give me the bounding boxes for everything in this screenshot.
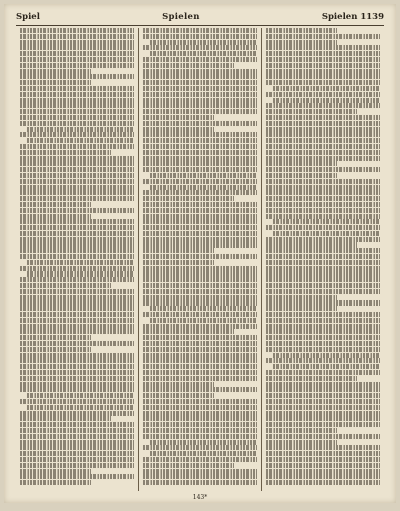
text-line xyxy=(143,260,214,265)
text-columns xyxy=(16,28,384,491)
text-line xyxy=(266,434,380,439)
text-line xyxy=(266,156,380,161)
text-line xyxy=(266,51,380,56)
text-line xyxy=(20,469,91,474)
text-line xyxy=(266,63,380,68)
text-line xyxy=(20,428,134,433)
signature-mark: 143* xyxy=(192,494,208,501)
text-line xyxy=(20,161,134,166)
text-line xyxy=(266,190,380,195)
text-line xyxy=(266,329,380,334)
text-line xyxy=(266,260,380,265)
text-line xyxy=(20,399,134,404)
text-line xyxy=(20,80,91,85)
text-line xyxy=(143,445,257,450)
text-line xyxy=(266,132,380,137)
text-line xyxy=(20,156,134,161)
text-line xyxy=(20,324,134,329)
text-line xyxy=(20,289,134,294)
text-line xyxy=(27,138,134,143)
text-line xyxy=(143,416,257,421)
text-line xyxy=(143,138,257,143)
text-line xyxy=(20,318,134,323)
text-line xyxy=(20,266,134,271)
text-line xyxy=(266,254,380,259)
text-line xyxy=(143,74,257,79)
text-line xyxy=(143,266,257,271)
text-line xyxy=(143,69,257,74)
text-line xyxy=(143,370,257,375)
text-line xyxy=(143,341,257,346)
text-line xyxy=(20,242,134,247)
text-line xyxy=(143,92,257,97)
text-line xyxy=(143,382,214,387)
text-line xyxy=(20,440,134,445)
text-line xyxy=(20,63,134,68)
text-line xyxy=(143,295,257,300)
text-line xyxy=(266,370,380,375)
text-line xyxy=(20,248,134,253)
text-line xyxy=(20,34,134,39)
text-line xyxy=(20,457,134,462)
text-line xyxy=(266,289,380,294)
text-line xyxy=(266,202,380,207)
text-line xyxy=(143,480,257,485)
text-line xyxy=(27,405,134,410)
text-line xyxy=(20,45,134,50)
text-line xyxy=(143,98,257,103)
text-line xyxy=(20,254,134,259)
text-line xyxy=(273,364,380,369)
text-line xyxy=(266,283,380,288)
text-line xyxy=(150,440,257,445)
text-line xyxy=(266,150,380,155)
text-line xyxy=(20,57,134,62)
text-line xyxy=(143,150,257,155)
text-line xyxy=(266,463,380,468)
text-line xyxy=(266,306,337,311)
text-line xyxy=(266,440,337,445)
column-middle xyxy=(138,28,261,491)
text-line xyxy=(143,225,257,230)
text-line xyxy=(20,144,134,149)
text-line xyxy=(266,445,380,450)
text-line xyxy=(20,335,91,340)
text-line xyxy=(266,214,380,219)
text-line xyxy=(150,318,257,323)
text-line xyxy=(266,242,357,247)
text-line xyxy=(150,51,257,56)
text-line xyxy=(20,115,134,120)
text-line xyxy=(20,411,134,416)
text-line xyxy=(20,312,134,317)
text-line xyxy=(143,80,257,85)
text-line xyxy=(20,463,134,468)
text-line xyxy=(143,300,257,305)
text-line xyxy=(143,161,257,166)
text-line xyxy=(266,45,380,50)
text-line xyxy=(20,28,134,33)
text-line xyxy=(266,271,380,276)
text-line xyxy=(20,98,134,103)
text-line xyxy=(143,219,257,224)
text-line xyxy=(266,248,380,253)
text-line xyxy=(150,306,257,311)
text-line xyxy=(143,347,257,352)
text-line xyxy=(20,196,134,201)
text-line xyxy=(266,69,380,74)
text-line xyxy=(266,185,380,190)
text-line xyxy=(20,306,134,311)
text-line xyxy=(143,474,257,479)
text-line xyxy=(143,132,257,137)
text-line xyxy=(273,353,380,358)
text-line xyxy=(273,219,380,224)
text-line xyxy=(143,28,257,33)
text-line xyxy=(143,312,257,317)
text-line xyxy=(27,127,134,132)
header-rule xyxy=(16,25,384,26)
text-line xyxy=(143,405,257,410)
text-line xyxy=(150,451,257,456)
text-line xyxy=(266,312,380,317)
text-line xyxy=(266,474,380,479)
text-line xyxy=(266,57,380,62)
text-line xyxy=(266,109,357,114)
text-line xyxy=(143,127,214,132)
text-line xyxy=(143,57,257,62)
text-line xyxy=(266,405,380,410)
text-line xyxy=(266,393,380,398)
text-line xyxy=(266,416,380,421)
text-line xyxy=(266,173,337,178)
text-line xyxy=(150,40,257,45)
text-line xyxy=(266,382,380,387)
text-line xyxy=(20,103,134,108)
text-line xyxy=(143,45,257,50)
text-line xyxy=(266,300,380,305)
text-line xyxy=(266,341,380,346)
text-line xyxy=(20,214,91,219)
text-line xyxy=(143,457,257,462)
text-line xyxy=(143,208,257,213)
text-line xyxy=(143,329,234,334)
text-line xyxy=(20,86,134,91)
text-line xyxy=(266,103,380,108)
text-line xyxy=(143,231,257,236)
text-line xyxy=(266,428,337,433)
text-line xyxy=(143,254,257,259)
text-line xyxy=(266,358,380,363)
text-line xyxy=(20,358,134,363)
text-line xyxy=(20,219,134,224)
text-line xyxy=(143,248,214,253)
text-line xyxy=(20,474,134,479)
text-line xyxy=(266,127,380,132)
text-line xyxy=(20,445,134,450)
text-line xyxy=(20,185,134,190)
text-line xyxy=(266,34,380,39)
text-line xyxy=(20,370,134,375)
text-line xyxy=(143,237,257,242)
text-line xyxy=(143,358,257,363)
text-line xyxy=(27,393,134,398)
text-line xyxy=(266,179,380,184)
text-line xyxy=(20,225,134,230)
text-line xyxy=(143,196,234,201)
text-line xyxy=(20,451,134,456)
text-line xyxy=(266,225,380,230)
text-line xyxy=(20,121,134,126)
text-line xyxy=(266,457,380,462)
text-line xyxy=(273,231,380,236)
text-line xyxy=(143,387,257,392)
text-line xyxy=(266,115,380,120)
text-line xyxy=(20,376,134,381)
text-line xyxy=(143,463,234,468)
text-line xyxy=(20,231,134,236)
text-line xyxy=(266,335,380,340)
text-line xyxy=(27,260,134,265)
text-line xyxy=(143,103,257,108)
text-line xyxy=(266,40,337,45)
text-line xyxy=(273,86,380,91)
text-line xyxy=(266,144,380,149)
text-line xyxy=(143,376,257,381)
text-line xyxy=(20,179,134,184)
text-line xyxy=(143,277,257,282)
text-line xyxy=(266,196,380,201)
text-line xyxy=(143,353,257,358)
text-line xyxy=(143,469,257,474)
text-line xyxy=(266,469,380,474)
text-line xyxy=(266,376,357,381)
text-line xyxy=(143,283,257,288)
text-line xyxy=(266,92,380,97)
header-left: Spiel xyxy=(16,12,40,22)
text-line xyxy=(143,393,214,398)
header-right: Spielen 1139 xyxy=(321,12,384,22)
text-line xyxy=(150,185,257,190)
text-line xyxy=(20,283,111,288)
text-line xyxy=(266,161,337,166)
text-line xyxy=(266,266,380,271)
text-line xyxy=(266,480,380,485)
text-line xyxy=(266,295,337,300)
text-line xyxy=(20,40,134,45)
text-line xyxy=(20,341,134,346)
text-line xyxy=(143,190,257,195)
text-line xyxy=(143,364,257,369)
text-line xyxy=(143,86,257,91)
text-line xyxy=(20,295,134,300)
text-line xyxy=(143,202,257,207)
text-line xyxy=(20,480,91,485)
text-line xyxy=(143,109,257,114)
text-line xyxy=(273,98,380,103)
page-header xyxy=(16,9,384,25)
text-line xyxy=(20,416,111,421)
text-line xyxy=(143,63,234,68)
text-line xyxy=(266,74,380,79)
text-line xyxy=(20,277,134,282)
text-line xyxy=(20,74,134,79)
text-line xyxy=(266,324,380,329)
text-line xyxy=(20,202,91,207)
text-line xyxy=(20,353,134,358)
text-line xyxy=(266,80,380,85)
text-line xyxy=(20,300,134,305)
text-line xyxy=(143,167,257,172)
text-line xyxy=(20,190,134,195)
text-line xyxy=(143,324,257,329)
text-line xyxy=(20,329,134,334)
text-line xyxy=(20,208,134,213)
text-line xyxy=(143,428,257,433)
text-line xyxy=(143,271,257,276)
text-line xyxy=(266,387,380,392)
header-center: Spielen xyxy=(162,12,200,22)
text-line xyxy=(266,411,380,416)
text-line xyxy=(266,28,337,33)
text-line xyxy=(143,214,257,219)
text-line xyxy=(143,422,257,427)
text-line xyxy=(266,451,380,456)
text-line xyxy=(20,132,134,137)
text-line xyxy=(266,138,380,143)
text-line xyxy=(266,208,380,213)
text-line xyxy=(143,179,257,184)
text-line xyxy=(266,318,380,323)
text-line xyxy=(143,289,257,294)
text-line xyxy=(27,271,134,276)
text-line xyxy=(20,387,134,392)
text-line xyxy=(20,167,134,172)
text-line xyxy=(266,347,380,352)
text-line xyxy=(266,277,380,282)
text-line xyxy=(266,121,380,126)
column-left xyxy=(16,28,138,491)
text-line xyxy=(143,411,257,416)
text-line xyxy=(20,109,134,114)
text-line xyxy=(20,92,134,97)
dictionary-page xyxy=(4,4,396,503)
text-line xyxy=(20,347,91,352)
text-line xyxy=(143,335,257,340)
text-line xyxy=(143,156,257,161)
text-line xyxy=(143,399,257,404)
text-line xyxy=(20,69,91,74)
column-right xyxy=(261,28,384,491)
text-line xyxy=(150,173,257,178)
text-line xyxy=(20,51,134,56)
text-line xyxy=(143,121,257,126)
text-line xyxy=(266,237,380,242)
text-line xyxy=(20,173,134,178)
text-line xyxy=(143,434,257,439)
text-line xyxy=(143,242,257,247)
text-line xyxy=(20,237,134,242)
text-line xyxy=(143,34,257,39)
text-line xyxy=(143,115,214,120)
text-line xyxy=(266,422,380,427)
text-line xyxy=(266,399,380,404)
text-line xyxy=(143,144,257,149)
text-line xyxy=(20,434,134,439)
text-line xyxy=(20,422,134,427)
text-line xyxy=(20,382,134,387)
text-line xyxy=(266,167,380,172)
text-line xyxy=(20,364,134,369)
text-line xyxy=(20,150,111,155)
